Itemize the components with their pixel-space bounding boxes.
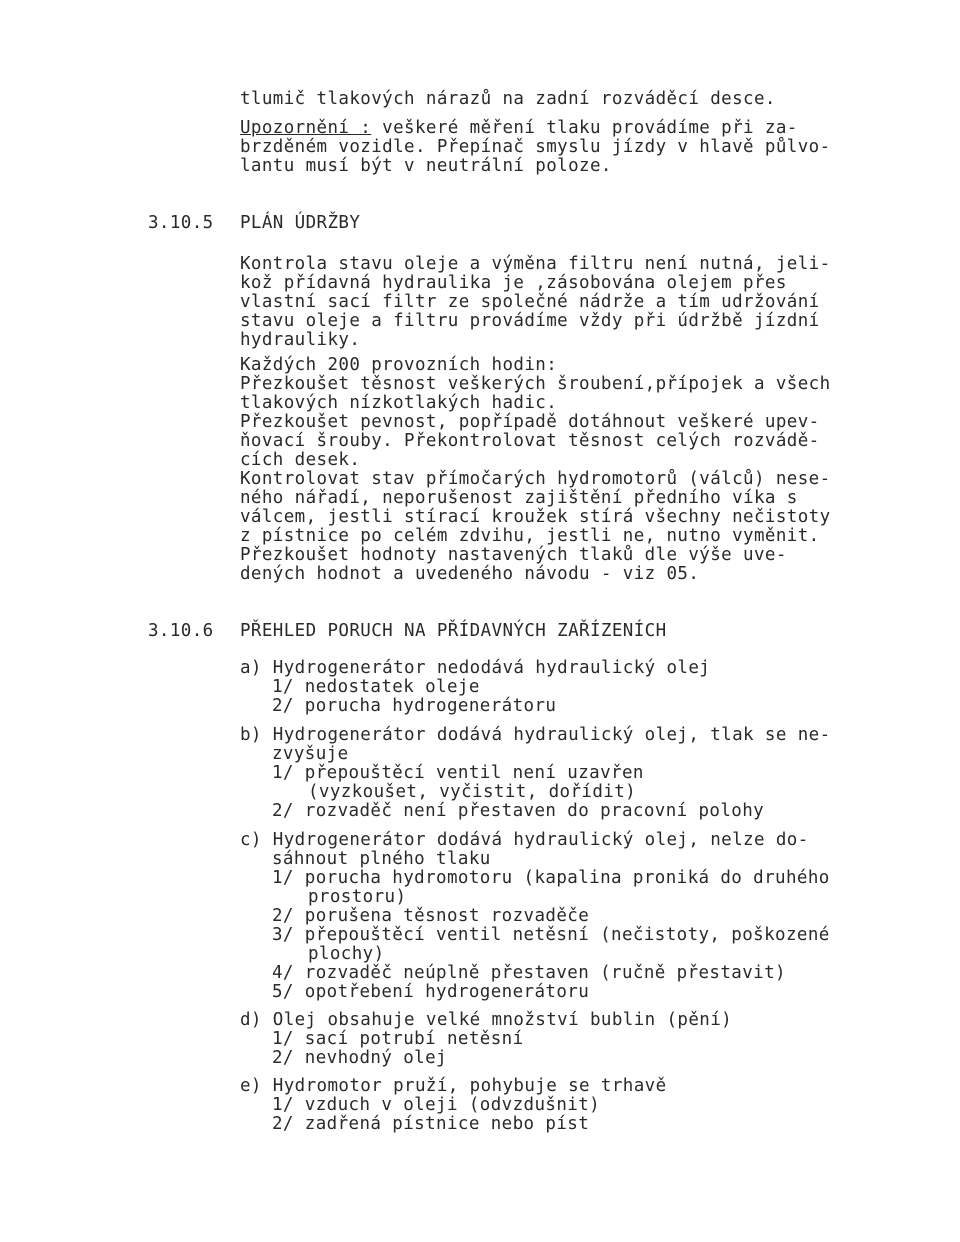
warning-label: Upozornění :: [240, 118, 372, 138]
p2-line: válcem, jestli stírací kroužek stírá všechny nečistoty: [240, 507, 831, 527]
fault-b-cause: 1/ přepouštěcí ventil není uzavřen: [272, 763, 644, 783]
fault-b-cause-cont: (vyzkoušet, vyčistit, dořídit): [308, 782, 637, 802]
p1-line: stavu oleje a filtru provádíme vždy při údržbě jízdní: [240, 311, 820, 331]
section-number-3-10-6: 3.10.6: [148, 621, 214, 641]
intro-line-4: lantu musí být v neutrální poloze.: [240, 156, 612, 176]
intro-line-1: tlumič tlakových nárazů na zadní rozváděcí desce.: [240, 89, 776, 109]
fault-c-heading-cont: sáhnout plného tlaku: [272, 849, 491, 869]
p2-line: z pístnice po celém zdvihu, jestli ne, nutno vyměnit.: [240, 526, 820, 546]
fault-c-heading: c) Hydrogenerátor dodává hydraulický olej, nelze do-: [240, 830, 809, 850]
p2-line: ňovací šrouby. Překontrolovat těsnost celých rozvádě-: [240, 431, 820, 451]
fault-c-cause: 5/ opotřebení hydrogenerátoru: [272, 982, 590, 1002]
p2-line: ného nářadí, neporušenost zajištění předního víka s: [240, 488, 798, 508]
fault-c-cause-cont: prostoru): [308, 887, 407, 907]
fault-d-cause: 1/ sací potrubí netěsní: [272, 1029, 524, 1049]
p2-line: Každých 200 provozních hodin:: [240, 355, 558, 375]
p1-line: kož přídavná hydraulika je ,zásobována olejem přes: [240, 273, 787, 293]
p2-line: tlakových nízkotlakých hadic.: [240, 393, 558, 413]
section-title-prehled-poruch: PŘEHLED PORUCH NA PŘÍDAVNÝCH ZAŘÍZENÍCH: [240, 621, 667, 641]
p2-line: Přezkoušet pevnost, popřípadě dotáhnout veškeré upev-: [240, 412, 820, 432]
p2-line: cích desek.: [240, 450, 361, 470]
p2-line: Kontrolovat stav přímočarých hydromotorů (válců) nese-: [240, 469, 831, 489]
fault-e-cause: 2/ zadřená pístnice nebo píst: [272, 1114, 590, 1134]
fault-e-heading: e) Hydromotor pruží, pohybuje se trhavě: [240, 1076, 667, 1096]
intro-line-2: [240, 119, 798, 138]
fault-b-heading-cont: zvyšuje: [272, 744, 349, 764]
fault-b-cause: 2/ rozvaděč není přestaven do pracovní polohy: [272, 801, 765, 821]
fault-a-heading: a) Hydrogenerátor nedodává hydraulický olej: [240, 658, 711, 678]
p2-line: dených hodnot a uvedeného návodu - viz 05.: [240, 564, 700, 584]
fault-c-cause: 3/ přepouštěcí ventil netěsní (nečistoty, poškozené: [272, 925, 830, 945]
p1-line: hydrauliky.: [240, 330, 361, 350]
intro-line-3: brzděném vozidle. Přepínač smyslu jízdy v hlavě půlvo-: [240, 137, 831, 157]
section-number-3-10-5: 3.10.5: [148, 213, 214, 233]
fault-d-cause: 2/ nevhodný olej: [272, 1048, 447, 1068]
p1-line: vlastní sací filtr ze společné nádrže a tím udržování: [240, 292, 820, 312]
fault-e-cause: 1/ vzduch v oleji (odvzdušnit): [272, 1095, 601, 1115]
fault-c-cause: 4/ rozvaděč neúplně přestaven (ručně přestavit): [272, 963, 786, 983]
warning-text: veškeré měření tlaku provádíme při za-: [371, 118, 798, 138]
fault-a-cause: 2/ porucha hydrogenerátoru: [272, 696, 557, 716]
p2-line: Přezkoušet hodnoty nastavených tlaků dle výše uve-: [240, 545, 787, 565]
p1-line: Kontrola stavu oleje a výměna filtru není nutná, jeli-: [240, 254, 831, 274]
fault-b-heading: b) Hydrogenerátor dodává hydraulický olej, tlak se ne-: [240, 725, 831, 745]
fault-a-cause: 1/ nedostatek oleje: [272, 677, 480, 697]
p2-line: Přezkoušet těsnost veškerých šroubení,přípojek a všech: [240, 374, 831, 394]
fault-c-cause: 1/ porucha hydromotoru (kapalina proniká do druhého: [272, 868, 830, 888]
fault-d-heading: d) Olej obsahuje velké množství bublin (pění): [240, 1010, 733, 1030]
section-title-plan-udrzby: PLÁN ÚDRŽBY: [240, 213, 361, 233]
fault-c-cause-cont: plochy): [308, 944, 385, 964]
fault-c-cause: 2/ porušena těsnost rozvaděče: [272, 906, 590, 926]
